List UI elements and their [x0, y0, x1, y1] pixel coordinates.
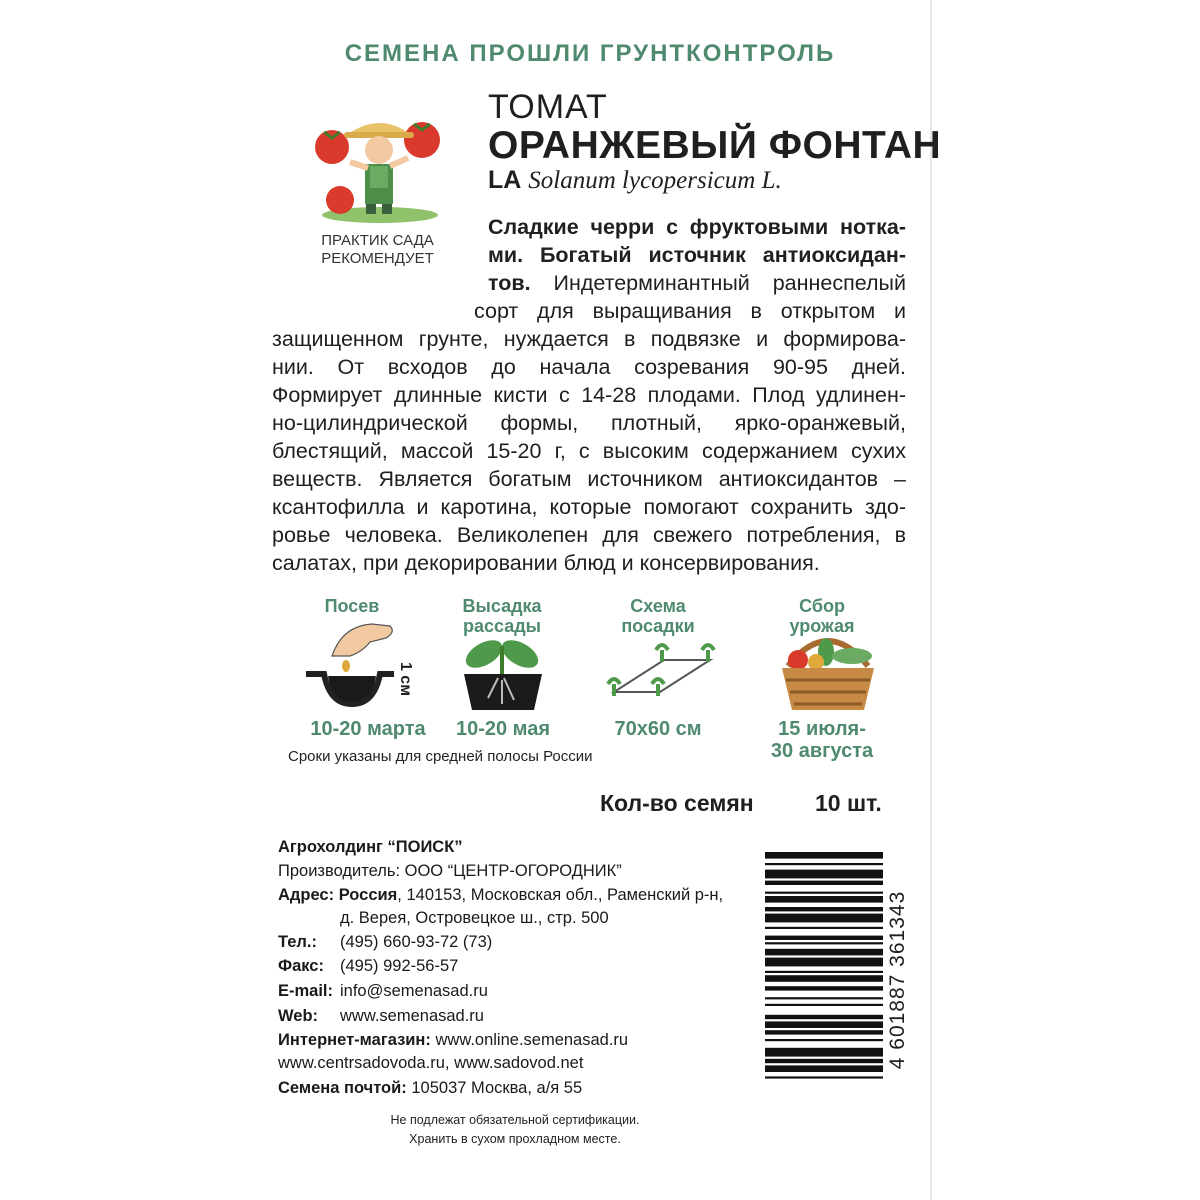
- mail-label: Семена почтой:: [278, 1079, 407, 1097]
- barcode-bar: [765, 914, 883, 923]
- description-line: [474, 299, 906, 324]
- footer-line: Не подлежат обязательной сертификации.: [390, 1113, 640, 1127]
- description-text: Индетерминантный раннеспелый: [530, 271, 906, 295]
- barcode-bar: [765, 870, 883, 879]
- barcode-bar: [765, 1048, 883, 1057]
- barcode-bar: [765, 942, 883, 944]
- address-part-1: , 140153, Московская обл., Раменский р-н,: [397, 886, 724, 904]
- description-text: ровье человека. Великолепен для свежего потребления, в: [272, 523, 906, 547]
- barcode-bar: [765, 907, 883, 911]
- description-line: [272, 551, 906, 576]
- producer-label: Производитель:: [278, 862, 401, 880]
- barcode-bar: [765, 1059, 883, 1063]
- barcode-bar: [765, 863, 883, 865]
- description-text: нии. От всходов до начала созревания 90-95 дней.: [272, 355, 906, 379]
- page-edge-divider: [930, 0, 932, 1200]
- address-label: Адрес:: [278, 886, 335, 904]
- description-text: блестящий, массой 15-20 г, с высоким содержанием сухих: [272, 439, 906, 463]
- step-scheme-title: [588, 596, 728, 636]
- header-banner: СЕМЕНА ПРОШЛИ ГРУНТКОНТРОЛЬ: [344, 40, 836, 67]
- email-line: [278, 982, 488, 1001]
- step-title-line: Посев: [324, 596, 380, 616]
- barcode-bar: [765, 949, 883, 956]
- fax-label: Факс:: [278, 957, 324, 975]
- address-line-2: д. Верея, Островецкое ш., стр. 500: [340, 909, 609, 927]
- planting-scheme-icon: [594, 640, 724, 710]
- phone-line: [278, 933, 492, 952]
- step-title-line: Сбор: [799, 596, 845, 616]
- email-label: E-mail:: [278, 982, 334, 1000]
- fax-number: (495) 992-56-57: [340, 957, 459, 975]
- barcode-bar: [765, 958, 883, 967]
- description-line: [272, 383, 906, 408]
- latin-name: [488, 166, 782, 195]
- barcode-number-box: [883, 852, 913, 1114]
- barcode-bar: [765, 1065, 883, 1072]
- description-line: [272, 495, 906, 520]
- latin-species: Solanum lycopersicum L.: [528, 167, 782, 194]
- barcode-number: 4 601887 361343: [886, 890, 909, 1070]
- description-bold: Сладкие черри с фруктовыми нотка-: [488, 215, 906, 239]
- footer-line: Хранить в сухом прохладном месте.: [409, 1132, 621, 1146]
- step-harvest-title: [752, 596, 892, 636]
- step-transplant-date: [436, 718, 570, 740]
- description-line: [488, 215, 906, 240]
- phone-label: Тел.:: [278, 933, 317, 951]
- mail-line: [278, 1079, 582, 1098]
- address-line: [278, 886, 723, 905]
- step-date-line: 10-20 марта: [310, 718, 426, 740]
- seed-count-value: 10 шт.: [815, 790, 882, 816]
- variety-code: LA: [488, 166, 522, 194]
- description-text: но-цилиндрической формы, плотный, ярко-оранжевый,: [272, 411, 906, 435]
- description-line: [488, 243, 906, 268]
- fax-line: [278, 957, 458, 976]
- step-title-line: урожая: [789, 616, 855, 636]
- gardener-mascot-icon: [310, 112, 445, 227]
- barcode-bar: [765, 1021, 883, 1028]
- barcode-bar: [765, 1039, 883, 1041]
- phone-number: (495) 660-93-72 (73): [340, 933, 493, 951]
- depth-label: 1 см: [397, 661, 415, 697]
- address-country: Россия: [338, 886, 398, 904]
- mascot-caption-line: РЕКОМЕНДУЕТ: [321, 250, 434, 267]
- step-title-line: Схема: [630, 596, 686, 616]
- step-date-line: 70х60 см: [614, 718, 702, 740]
- description-text: защищенном грунте, нуждается в подвязке и формирова-: [272, 327, 906, 351]
- seed-count-label: Кол-во семян: [600, 790, 754, 816]
- step-title-line: посадки: [621, 616, 695, 636]
- barcode-bar: [765, 971, 883, 973]
- step-transplant-title: [432, 596, 572, 636]
- description-line: [272, 355, 906, 380]
- product-variety: ОРАНЖЕВЫЙ ФОНТАН: [488, 124, 942, 167]
- description-line: [272, 411, 906, 436]
- barcode-bar: [765, 1004, 883, 1006]
- depth-label-box: [398, 660, 422, 700]
- step-scheme-date: [588, 718, 728, 740]
- description-bold: ми. Богатый источник антиоксидан-: [488, 243, 906, 267]
- barcode-bar: [765, 997, 883, 999]
- step-date-line: 15 июля-: [778, 718, 866, 740]
- description-line: [272, 439, 906, 464]
- producer-line: [278, 862, 622, 881]
- product-type: ТОМАТ: [488, 88, 608, 126]
- step-date-line: 10-20 мая: [455, 718, 551, 740]
- company-label: Агрохолдинг: [278, 838, 383, 856]
- barcode-bar: [765, 927, 883, 929]
- description-text: сорт для выращивания в открытом и: [474, 299, 906, 323]
- barcode-bar: [765, 1015, 883, 1019]
- mail-address: 105037 Москва, а/я 55: [411, 1079, 583, 1097]
- barcode-bar: [765, 986, 883, 990]
- description-line: [272, 523, 906, 548]
- seedling-icon: [458, 632, 548, 717]
- email-link[interactable]: info@semenasad.ru: [340, 982, 488, 1000]
- barcode-bar: [765, 896, 883, 903]
- description-text: ксантофилла и каротина, которые помогают сохранить здо-: [272, 495, 906, 519]
- company-line: [278, 838, 463, 857]
- description-bold: тов.: [488, 271, 531, 295]
- step-sowing-date: [282, 718, 454, 740]
- producer-name: ООО “ЦЕНТР-ОГОРОДНИК”: [404, 862, 622, 880]
- web-link[interactable]: www.semenasad.ru: [340, 1007, 484, 1025]
- description-text: салатах, при декорировании блюд и консервирования.: [272, 551, 820, 575]
- description-text: Формирует длинные кисти с 14-28 плодами. Плод удлинен-: [272, 383, 906, 407]
- web-line: [278, 1007, 484, 1026]
- barcode-bar: [765, 881, 883, 885]
- description-text: веществ. Является богатым источником антиоксидантов –: [272, 467, 906, 491]
- step-harvest-date: [742, 718, 902, 762]
- barcode-bar: [765, 975, 883, 982]
- shop-label: Интернет-магазин:: [278, 1031, 431, 1049]
- mascot-caption-line: ПРАКТИК САДА: [321, 232, 434, 249]
- description-line: [272, 467, 906, 492]
- barcode-bar: [765, 1030, 883, 1034]
- shop-line-2[interactable]: www.centrsadovoda.ru, www.sadovod.net: [278, 1054, 584, 1072]
- barcode-bar: [765, 892, 883, 894]
- mascot-caption: [300, 232, 455, 268]
- step-title-line: Высадка: [462, 596, 542, 616]
- step-date-line: 30 августа: [770, 740, 874, 762]
- harvest-basket-icon: [776, 632, 880, 716]
- web-label: Web:: [278, 1007, 319, 1025]
- timing-note: Сроки указаны для средней полосы России: [288, 748, 593, 765]
- company-name: “ПОИСК”: [387, 838, 463, 856]
- description-line: [272, 327, 906, 352]
- barcode-bar: [765, 852, 883, 859]
- barcode-bar: [765, 936, 883, 940]
- barcode-bar: [765, 1076, 883, 1078]
- barcode: [765, 852, 913, 1114]
- shop-line: [278, 1031, 628, 1050]
- description-line: [488, 271, 906, 296]
- step-title-line: рассады: [462, 616, 542, 636]
- barcode-bars: [765, 852, 883, 1114]
- shop-link[interactable]: www.online.semenasad.ru: [435, 1031, 629, 1049]
